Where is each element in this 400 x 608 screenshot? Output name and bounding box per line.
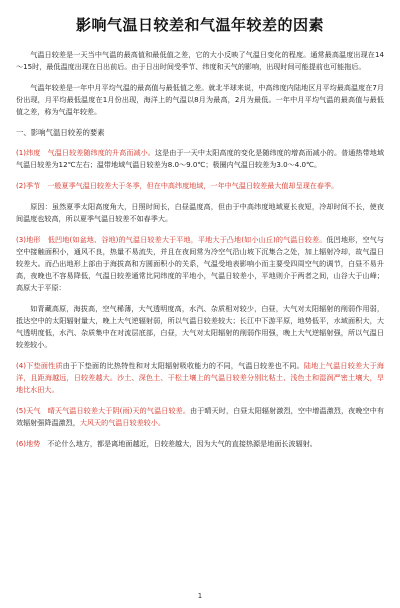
factor-season-heading: (2)季节 一般夏季气温日较差大于冬季，但在中高纬度地域，一年中气温日较差最大值却呈现在春季。 xyxy=(16,181,339,190)
factor-terrain-heading: (3)地形 低凹地(如盆地、谷地)的气温日较差大于平地，平地大于凸地(如小山丘)的气温日较差。 xyxy=(16,235,327,244)
factor-surface-text: 由于下垫面的比热特性和对太阳辐射吸收能力的不同，气温日较差也不同。 xyxy=(62,361,304,370)
section-heading: 一、影响气温日较差的要素 xyxy=(16,128,105,137)
page-title: 影响气温日较差和气温年较差的因素 xyxy=(75,16,324,34)
factor-surface xyxy=(16,360,384,396)
factor-altitude xyxy=(16,438,384,450)
factor-altitude-heading: (6)地势 xyxy=(16,439,41,448)
factor-season-reason: 原因：虽然夏季太阳高度角大，日照时间长，白昼温度高，但由于中高纬度地域夏长夜短，冷却时间不长，使夜间温度也较高，所以夏季气温日较差不如春季大。 xyxy=(16,202,384,223)
factor-altitude-text: 不论什么地方，都是离地面越近，日较差越大，因为大气的直接热源是地面长波辐射。 xyxy=(47,439,317,448)
intro-paragraph-annual: 气温年较差是一年中月平均气温的最高值与最低值之差。就北半球来说，中高纬度内陆地区月平均最高温度在7月份出现，月平均最低温度在1月份出现，海洋上的气温以8月为最高，2月为最低。一年中月平均气温的最高值与最低值之差，称为气温年较差。 xyxy=(16,83,384,116)
factor-latitude-heading: (1)纬度 气温日较差随纬度的升高而减小。 xyxy=(16,148,155,157)
factor-weather xyxy=(16,405,384,429)
factor-latitude-text: 这是由于一天中太阳高度的变化是随纬度的增高而减小的。普通热带地域气温日较差为12℃左右；温带地域气温日较差为8.0～9.0℃；极圈内气温日较差为3.0～4.0℃。 xyxy=(16,148,384,169)
factor-weather-text: 由于晴天时，白昼太阳辐射激烈，空中增温激烈，夜晚空中有效辐射强降温激烈， xyxy=(16,406,384,427)
factor-surface-heading: (4)下垫面性质 xyxy=(16,361,63,370)
factor-season xyxy=(16,180,384,192)
factor-surface-highlight: 陆地上气温日较差大于海洋，且距海越远，日较差越大。沙土、深色土、干松土壤上的气温日较差分别比粘土、浅色土和湿润严密土壤大，旱地比水田大。 xyxy=(16,361,385,394)
factor-weather-heading: (5)天气 晴天气温日较差大于阴(雨)天的气温日较差。 xyxy=(16,406,191,415)
factor-terrain-text: 低凹地形，空气与空中接触面积小，通风不良，热量不易流失，并且在夜间常为冷空气沿山坡下沉集合之处，加上辐射冷却，故气温日较差大。而凸出地形上部由于海拔高和方圆面积小的关系，气温受地表影响小而主要受四周空气的调节，白昼不易升高，夜晚也不容易降低，气温日较差通常比同纬度的平地小，气温日较差小，平地则介于两者之间，山谷大于山峰；高原大于平原： xyxy=(16,235,384,292)
page-number: 1 xyxy=(197,592,203,600)
factor-terrain xyxy=(16,234,384,294)
factor-latitude xyxy=(16,147,384,171)
factor-terrain-example: 如青藏高原，海拔高，空气稀薄，大气透明度高，水汽、杂质相对较少，白昼，大气对太阳辐射的削弱作用弱，抵达空中的太阳辐射量大，晚上大气逆辐射弱，所以气温日较差较大；长江中下游平原，地势低平，水域面积大，大气透明度低，水汽、杂质集中在对流层底部，白昼，大气对太阳辐射的削弱作用强，晚上大气逆辐射强，所以气温日较差较小。 xyxy=(16,304,384,349)
intro-paragraph-daily: 气温日较差是一天当中气温的最高值和最低值之差，它的大小反映了气温日变化的程度。通常最高温度出现在14～15时，最低温度出现在日出前后。由于日出时间受季节、纬度和天气的影响，出现时间可能提前也可能拖后。 xyxy=(16,50,384,71)
factor-weather-highlight: 大风天的气温日较差较小。 xyxy=(79,418,165,427)
